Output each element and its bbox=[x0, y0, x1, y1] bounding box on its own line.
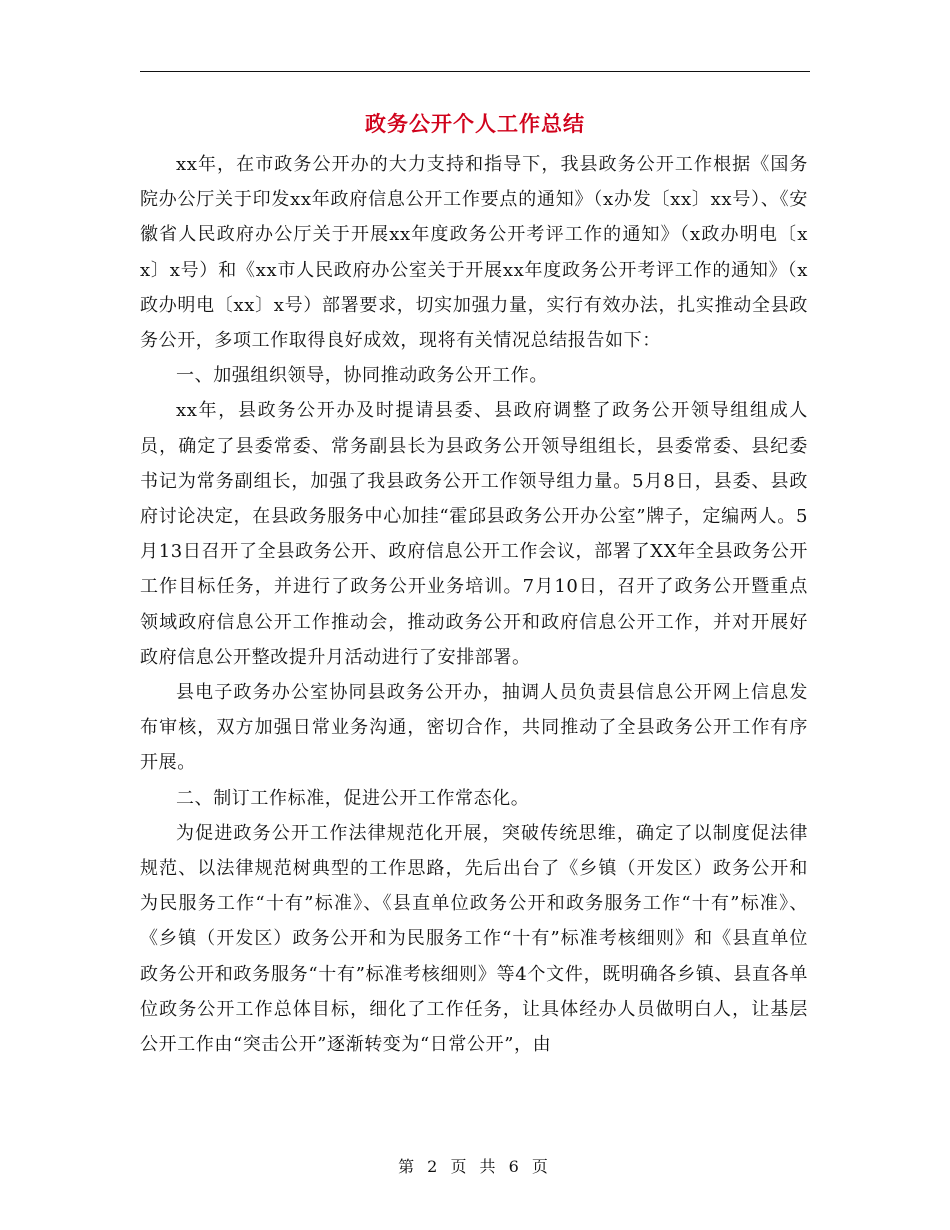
section-heading-2: 二、制订工作标准，促进公开工作常态化。 bbox=[176, 787, 530, 809]
document-title: 政务公开个人工作总结 bbox=[365, 112, 585, 136]
paragraph-section-2-a: 为促进政务公开工作法律规范化开展，突破传统思维，确定了以制度促法律规范、以法律规范树典型的工作思路，先后出台了《乡镇（开发区）政务公开和为民服务工作“十有”标准》、《县直单位政务公开和政务服务工作“十有”标准》、《乡镇（开发区）政务公开和为民服务工作“十有”标准考核细则》和《县直单位政务公开和政务服务“十有”标准考核细则》等4个文件，既明确各乡镇、县直各单位政务公开工作总体目标，细化了工作任务，让具体经办人员做明白人，让基层公开工作由“突击公开”逐渐转变为“日常公开”，由 bbox=[140, 822, 808, 1056]
section-heading-1: 一、加强组织领导，协同推动政务公开工作。 bbox=[176, 365, 548, 387]
paragraph-section-1-b: 县电子政务办公室协同县政务公开办，抽调人员负责县信息公开网上信息发布审核，双方加强日常业务沟通，密切合作，共同推动了全县政务公开工作有序开展。 bbox=[140, 682, 808, 774]
page-number: 第 2 页 共 6 页 bbox=[398, 1157, 552, 1176]
header-rule bbox=[140, 71, 810, 72]
paragraph-intro: xx年，在市政务公开办的大力支持和指导下，我县政务公开工作根据《国务院办公厅关于印发xx年政府信息公开工作要点的通知》（x办发〔xx〕xx号）、《安徽省人民政府办公厅关于开展xx年度政务公开考评工作的通知》（x政办明电〔xx〕x号）和《xx市人民政府办公室关于开展xx年度政务公开考评工作的通知》（x政办明电〔xx〕x号）部署要求，切实加强力量，实行有效办法，扎实推动全县政务公开，多项工作取得良好成效，现将有关情况总结报告如下： bbox=[140, 154, 808, 352]
paragraph-section-1-a: xx年，县政务公开办及时提请县委、县政府调整了政务公开领导组组成人员，确定了县委常委、常务副县长为县政务公开领导组组长，县委常委、县纪委书记为常务副组长，加强了我县政务公开工作领导组力量。5月8日，县委、县政府讨论决定，在县政务服务中心加挂“霍邱县政务公开办公室”牌子，定编两人。5月13日召开了全县政务公开、政府信息公开工作会议，部署了XX年全县政务公开工作目标任务，并进行了政务公开业务培训。7月10日，召开了政务公开暨重点领域政府信息公开工作推动会，推动政务公开和政府信息公开工作，并对开展好政府信息公开整改提升月活动进行了安排部署。 bbox=[140, 400, 808, 668]
document-body bbox=[140, 147, 808, 1062]
